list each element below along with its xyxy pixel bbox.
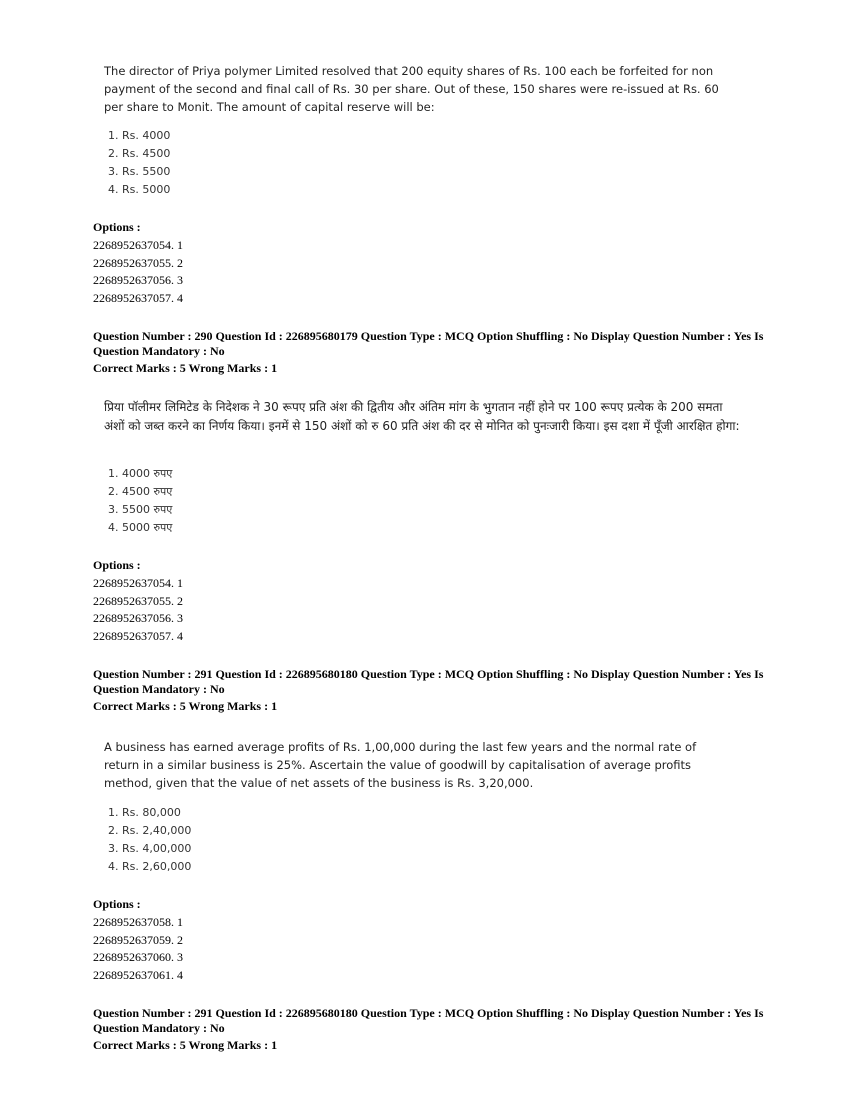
answer-choice: 1. 4000 रुपए — [108, 467, 173, 480]
answer-choice-list — [108, 804, 191, 876]
options-heading: Options : — [93, 558, 141, 572]
answer-choice: 2. Rs. 2,40,000 — [108, 824, 192, 837]
answer-choice: 2. Rs. 4500 — [108, 147, 171, 160]
option-id: 2268952637057. 4 — [93, 629, 183, 644]
options-block — [93, 895, 183, 985]
question-header: Question Number : 291 Question Id : 226895680180 Question Type : MCQ Option Shuffling : No Display Question Number : Yes Is Question Mandatory : No — [93, 667, 764, 696]
options-block — [93, 556, 183, 646]
option-id: 2268952637057. 4 — [93, 291, 183, 306]
option-id: 2268952637056. 3 — [93, 273, 183, 288]
question-meta — [93, 1006, 773, 1053]
answer-choice: 3. 5500 रुपए — [108, 503, 173, 516]
answer-choice: 3. Rs. 4,00,000 — [108, 842, 192, 855]
answer-choice-list — [108, 127, 170, 199]
options-block — [93, 218, 183, 308]
option-id: 2268952637056. 3 — [93, 611, 183, 626]
question-meta — [93, 667, 773, 714]
answer-choice: 4. Rs. 5000 — [108, 183, 171, 196]
question-text: प्रिया पॉलीमर लिमिटेड के निदेशक ने 30 रूपए प्रति अंश की द्वितीय और अंतिम मांग के भुगतान नहीं होने पर 100 रूपए प्रत्येक के 200 समता अंशों को जब्त करने का निर्णय किया। इनमें से 150 अंशों को रु 60 प्रति अंश की दर से मोनित को पुनःजारी किया। इस दशा में पूँजी आरक्षित होगा: — [104, 400, 740, 433]
question-meta — [93, 329, 773, 376]
answer-choice-list — [108, 465, 172, 537]
question-marks: Correct Marks : 5 Wrong Marks : 1 — [93, 361, 278, 375]
question-text: A business has earned average profits of Rs. 1,00,000 during the last few years and the normal rate of return in a similar business is 25%. Ascertain the value of goodwill by capitalisation of average profits method, given that the value of net assets of the business is Rs. 3,20,000. — [104, 740, 697, 790]
answer-choice: 4. 5000 रुपए — [108, 521, 173, 534]
option-id: 2268952637061. 4 — [93, 968, 183, 983]
answer-choice: 3. Rs. 5500 — [108, 165, 171, 178]
question-marks: Correct Marks : 5 Wrong Marks : 1 — [93, 1038, 278, 1052]
option-id: 2268952637055. 2 — [93, 593, 183, 608]
answer-choice: 1. Rs. 80,000 — [108, 806, 181, 819]
question-header: Question Number : 290 Question Id : 226895680179 Question Type : MCQ Option Shuffling : No Display Question Number : Yes Is Question Mandatory : No — [93, 329, 764, 358]
options-heading: Options : — [93, 897, 141, 911]
option-id: 2268952637059. 2 — [93, 932, 183, 947]
question-marks: Correct Marks : 5 Wrong Marks : 1 — [93, 699, 278, 713]
question-header: Question Number : 291 Question Id : 226895680180 Question Type : MCQ Option Shuffling : No Display Question Number : Yes Is Question Mandatory : No — [93, 1006, 764, 1035]
question-text: The director of Priya polymer Limited resolved that 200 equity shares of Rs. 100 each be forfeited for non payment of the second and final call of Rs. 30 per share. Out of these, 150 shares were re-issued at Rs. 60 per share to Monit. The amount of capital reserve will be: — [104, 64, 719, 114]
option-id: 2268952637054. 1 — [93, 238, 183, 252]
option-id: 2268952637060. 3 — [93, 950, 183, 965]
answer-choice: 4. Rs. 2,60,000 — [108, 860, 192, 873]
option-id: 2268952637058. 1 — [93, 915, 183, 929]
options-heading: Options : — [93, 220, 141, 234]
option-id: 2268952637054. 1 — [93, 576, 183, 590]
answer-choice: 2. 4500 रुपए — [108, 485, 173, 498]
answer-choice: 1. Rs. 4000 — [108, 129, 171, 142]
option-id: 2268952637055. 2 — [93, 255, 183, 270]
